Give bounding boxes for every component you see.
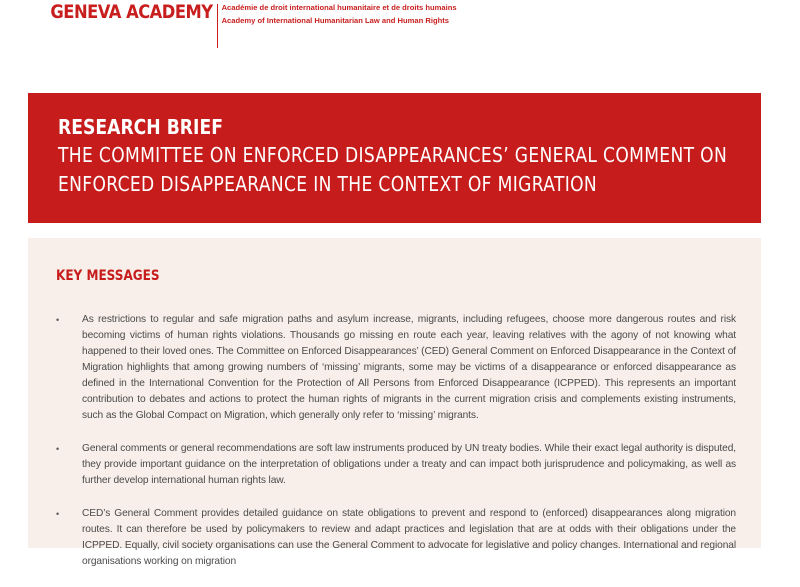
bullet-icon: •	[56, 509, 60, 519]
document-type-label: RESEARCH BRIEF	[58, 115, 223, 139]
logo-tagline	[222, 2, 457, 25]
list-item	[56, 441, 736, 489]
list-item	[56, 312, 736, 424]
logo-tagline-en: Academy of International Humanitarian Law and Human Rights	[221, 15, 449, 25]
logo-tagline-fr: Académie de droit international humanitaire et de droits humains	[221, 3, 457, 12]
logo-divider	[217, 4, 218, 48]
list-item	[56, 506, 736, 570]
key-messages-box	[28, 238, 761, 567]
bullet-icon: •	[56, 444, 60, 454]
title-banner	[28, 93, 761, 223]
geneva-academy-logo[interactable]	[38, 2, 457, 48]
key-message-text: CED’s General Comment provides detailed guidance on state obligations to prevent and respond to (enforced) disappearances along migration routes. It can therefore be used by policymakers to review and adapt practices and legislation that are at odds with their obligations under the ICPPED. Equally, civil society organisations can use the General Comment to advocate for legislative and policy changes. International and regional organisations working on migration	[82, 508, 736, 567]
key-messages-heading: KEY MESSAGES	[56, 268, 160, 284]
logo-wordmark: GENEVA ACADEMY	[50, 1, 213, 23]
key-message-text: General comments or general recommendations are soft law instruments produced by UN treaty bodies. While their exact legal authority is disputed, they provide important guidance on the interpretation of obligations under a treaty and can impact both jurisprudence and policymaking, as well as further develop international human rights law.	[82, 443, 736, 486]
key-messages-list	[56, 312, 736, 587]
document-title: THE COMMITTEE ON ENFORCED DISAPPEARANCES’ GENERAL COMMENT ON ENFORCED DISAPPEARANCE IN THE CONTEXT OF MIGRATION	[58, 143, 728, 196]
key-message-text: As restrictions to regular and safe migration paths and asylum increase, migrants, including refugees, choose more dangerous routes and risk becoming victims of human rights violations. Thousands go missing en route each year, leaving relatives with the agony of not knowing what happened to their loved ones. The Committee on Enforced Disappearances’ (CED) General Comment on Enforced Disappearance in the Context of Migration highlights that among growing numbers of ‘missing’ migrants, some may be victims of a disappearance or enforced disappearance as defined in the International Convention for the Protection of All Persons from Enforced Disappearance (ICPPED). This represents an important contribution to debates and actions to protect the human rights of migrants in the current migration crisis and complements existing instruments, such as the Global Compact on Migration, which generally only refer to ‘missing’ migrants.	[82, 314, 736, 421]
bullet-icon: •	[56, 315, 60, 325]
